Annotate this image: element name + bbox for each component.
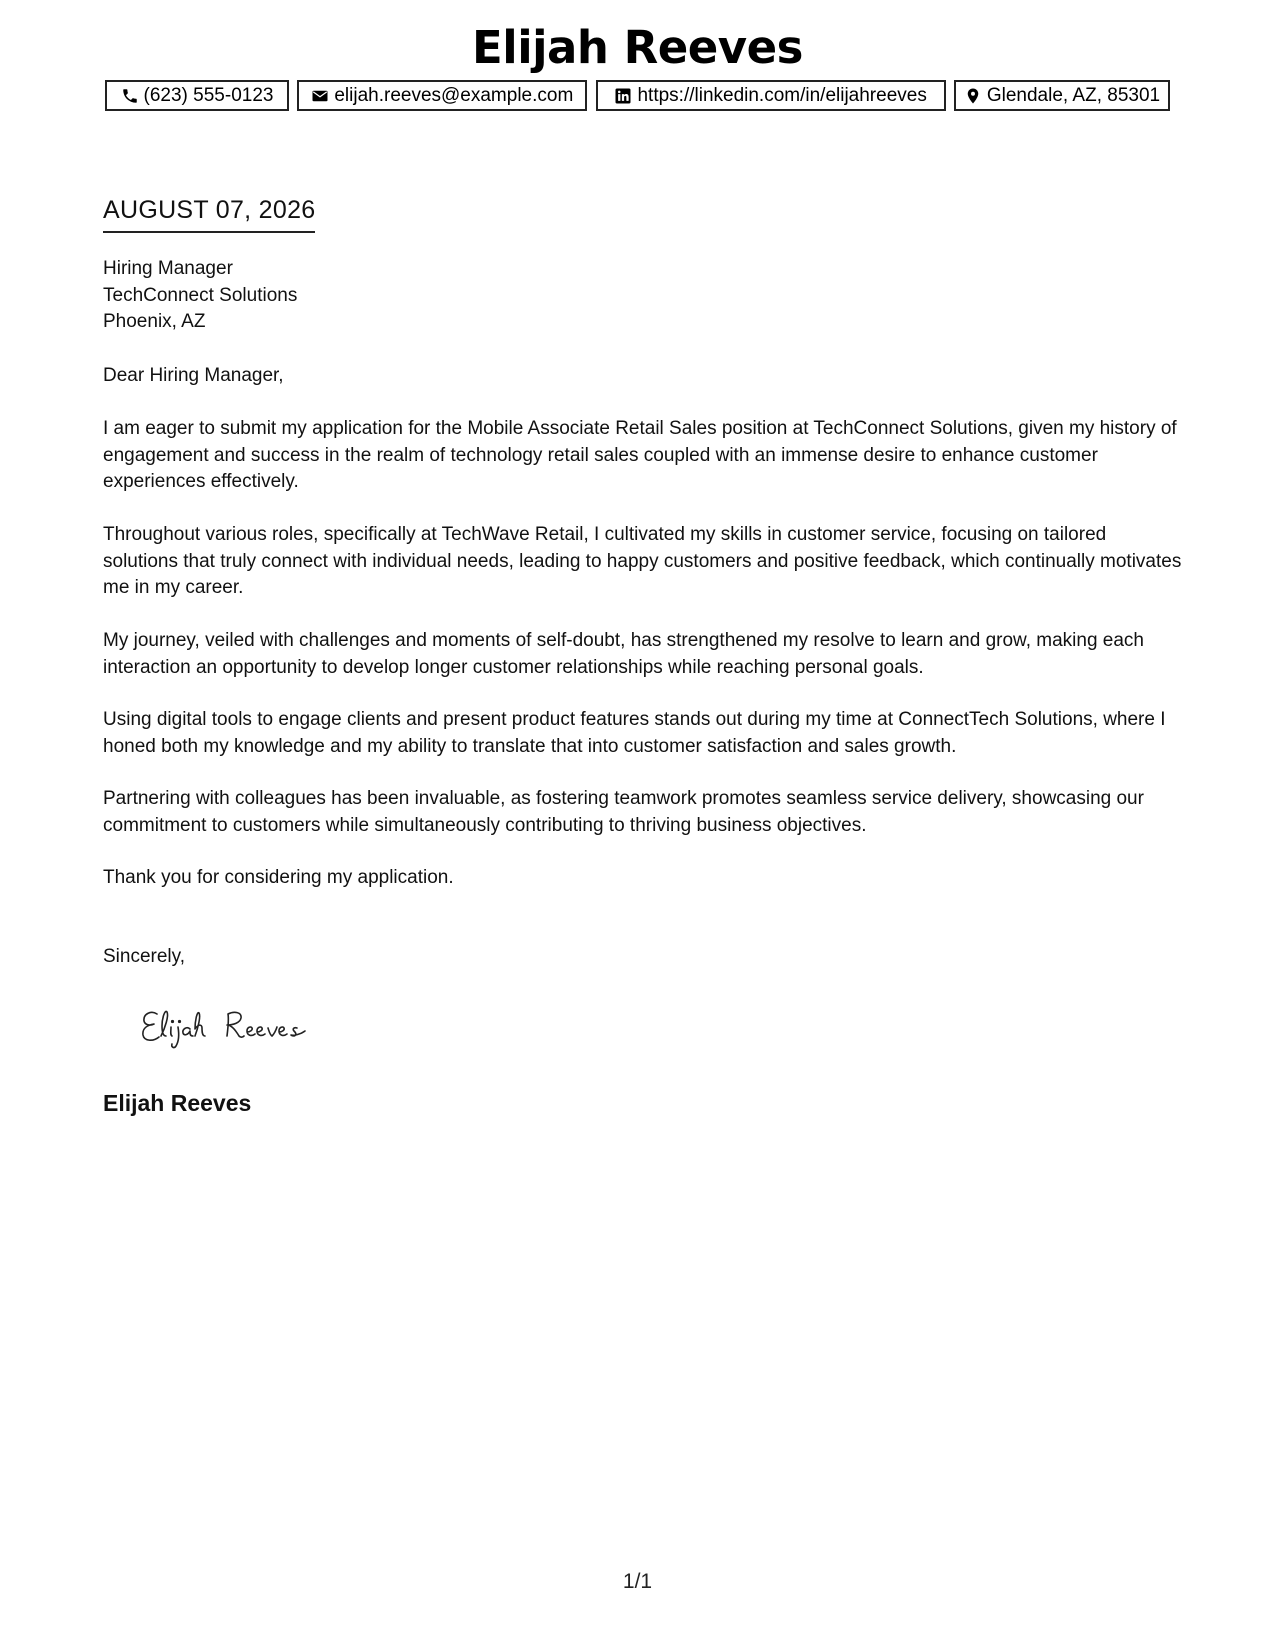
envelope-icon: [311, 87, 329, 105]
linkedin-text[interactable]: https://linkedin.com/in/elijahreeves: [637, 84, 927, 106]
letter-paragraph: Thank you for considering my application.: [103, 867, 454, 888]
letter-paragraph: Throughout various roles, specifically at TechWave Retail, I cultivated my skills in customer service, focusing on tailored solutions that truly connect with individual needs, leading to happy customers and positive feedback, which continually motivates me in my career.: [103, 524, 1182, 598]
recipient-company: TechConnect Solutions: [103, 284, 298, 306]
letter-paragraph: My journey, veiled with challenges and moments of self-doubt, has strengthened my resolve to learn and grow, making each interaction an opportunity to develop longer customer relationships while reaching personal goals.: [103, 630, 1144, 678]
salutation: Dear Hiring Manager,: [103, 365, 284, 386]
location-text: Glendale, AZ, 85301: [986, 84, 1161, 106]
contact-linkedin[interactable]: [596, 80, 946, 111]
handwritten-signature: [135, 1000, 335, 1050]
contact-phone: [105, 80, 289, 111]
applicant-name-heading: Elijah Reeves: [472, 21, 803, 74]
letter-paragraph: Partnering with colleagues has been invaluable, as fostering teamwork promotes seamless service delivery, showcasing our commitment to customers while simultaneously contributing to thriving business objectives.: [103, 788, 1144, 836]
letter-paragraph: Using digital tools to engage clients and present product features stands out during my time at ConnectTech Solutions, where I honed both my knowledge and my ability to translate that into customer satisfaction and sales growth.: [103, 709, 1166, 757]
recipient-location: Phoenix, AZ: [103, 311, 206, 332]
page-number: 1/1: [622, 1570, 653, 1593]
contact-email[interactable]: [297, 80, 587, 111]
recipient-title: Hiring Manager: [103, 258, 233, 279]
linkedin-icon: [614, 87, 632, 105]
letter-date: AUGUST 07, 2026: [103, 194, 315, 233]
recipient-block: [103, 256, 297, 336]
letter-paragraph: I am eager to submit my application for the Mobile Associate Retail Sales position at TechConnect Solutions, given my history of engagement and success in the realm of technology retail sales coupled with an immense desire to enhance customer experiences effectively.: [103, 418, 1177, 492]
contact-bar: [105, 80, 1170, 112]
closing: Sincerely,: [103, 946, 186, 967]
map-marker-icon: [964, 87, 982, 105]
phone-icon: [121, 87, 139, 105]
phone-text: (623) 555-0123: [143, 84, 274, 106]
contact-location: [954, 80, 1170, 111]
email-text[interactable]: elijah.reeves@example.com: [334, 84, 574, 106]
signer-name: Elijah Reeves: [103, 1090, 252, 1116]
